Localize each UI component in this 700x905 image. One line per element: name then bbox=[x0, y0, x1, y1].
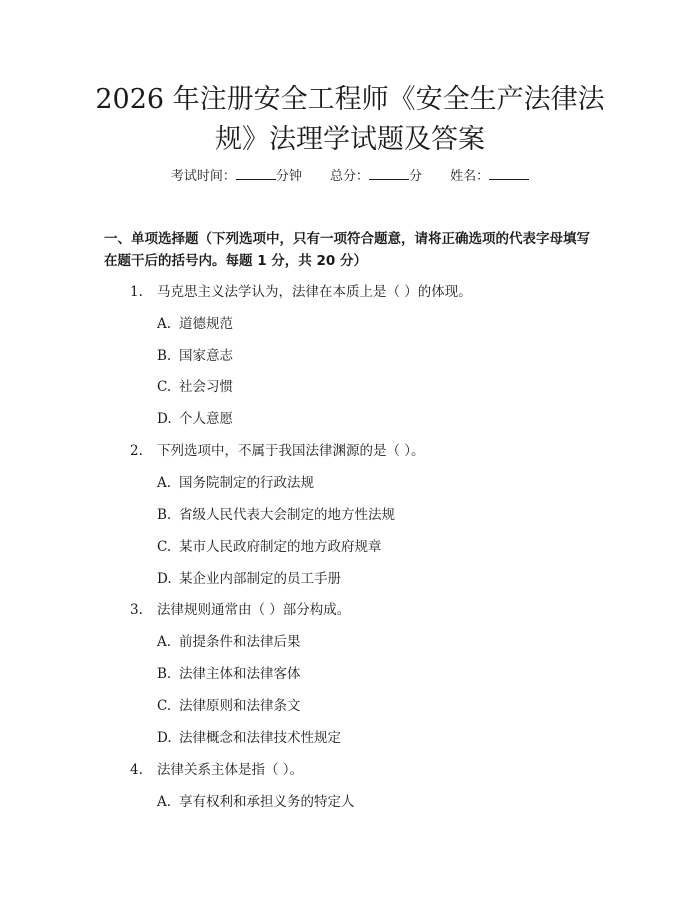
question-number: 1. bbox=[130, 284, 143, 300]
answer-option bbox=[157, 473, 314, 493]
question-stem bbox=[130, 282, 472, 302]
option-text: 享有权利和承担义务的特定人 bbox=[179, 794, 355, 810]
option-letter: A. bbox=[157, 316, 172, 332]
question-number: 2. bbox=[130, 443, 143, 459]
option-text: 社会习惯 bbox=[179, 379, 233, 395]
question-text: 法律规则通常由（ ）部分构成。 bbox=[157, 602, 351, 618]
document-title-line-2: 规》法理学试题及答案 bbox=[215, 124, 485, 155]
answer-option bbox=[157, 664, 301, 684]
option-letter: C. bbox=[157, 698, 172, 714]
answer-option bbox=[157, 346, 233, 366]
answer-option bbox=[157, 696, 301, 716]
name-field bbox=[450, 169, 529, 184]
option-letter: C. bbox=[157, 379, 172, 395]
answer-option bbox=[157, 505, 395, 525]
question-text: 下列选项中，不属于我国法律渊源的是（ ）。 bbox=[157, 443, 425, 459]
question-stem bbox=[130, 760, 303, 780]
total-score-blank[interactable] bbox=[369, 167, 409, 180]
total-score-unit: 分 bbox=[409, 169, 423, 184]
document-title bbox=[60, 80, 640, 160]
answer-option bbox=[157, 314, 233, 334]
answer-option bbox=[157, 632, 301, 652]
question-text: 法律关系主体是指（ ）。 bbox=[157, 762, 304, 778]
option-letter: D. bbox=[157, 730, 172, 746]
answer-option bbox=[157, 728, 341, 748]
exam-time-field bbox=[171, 169, 302, 184]
total-score-field bbox=[330, 169, 422, 184]
answer-option bbox=[157, 569, 341, 589]
answer-option bbox=[157, 377, 233, 397]
option-text: 某市人民政府制定的地方政府规章 bbox=[179, 539, 382, 555]
total-score-label: 总分： bbox=[329, 169, 369, 184]
exam-info-line bbox=[0, 166, 700, 188]
option-text: 国务院制定的行政法规 bbox=[179, 475, 314, 491]
option-letter: B. bbox=[157, 348, 172, 364]
option-text: 前提条件和法律后果 bbox=[179, 634, 301, 650]
exam-time-blank[interactable] bbox=[236, 167, 276, 180]
question-text: 马克思主义法学认为，法律在本质上是（ ）的体现。 bbox=[157, 284, 472, 300]
answer-option bbox=[157, 792, 355, 812]
option-letter: A. bbox=[157, 475, 172, 491]
question-stem bbox=[130, 600, 350, 620]
option-letter: B. bbox=[157, 666, 172, 682]
option-text: 法律主体和法律客体 bbox=[179, 666, 301, 682]
option-text: 法律概念和法律技术性规定 bbox=[179, 730, 341, 746]
option-text: 省级人民代表大会制定的地方性法规 bbox=[179, 507, 395, 523]
question-number: 4. bbox=[130, 762, 143, 778]
name-blank[interactable] bbox=[489, 167, 529, 180]
name-label: 姓名： bbox=[450, 169, 490, 184]
option-letter: A. bbox=[157, 634, 172, 650]
option-letter: D. bbox=[157, 411, 172, 427]
option-letter: B. bbox=[157, 507, 172, 523]
section-heading: 一、单项选择题（下列选项中，只有一项符合题意，请将正确选项的代表字母填写在题干后的括号内。每题 1 分，共 20 分） bbox=[104, 231, 590, 269]
answer-option bbox=[157, 537, 382, 557]
option-text: 某企业内部制定的员工手册 bbox=[179, 571, 341, 587]
answer-option bbox=[157, 409, 233, 429]
option-letter: D. bbox=[157, 571, 172, 587]
document-title-line-1: 2026 年注册安全工程师《安全生产法律法 bbox=[95, 84, 605, 115]
option-text: 道德规范 bbox=[179, 316, 233, 332]
option-text: 个人意愿 bbox=[179, 411, 233, 427]
exam-time-unit: 分钟 bbox=[275, 169, 302, 184]
option-text: 法律原则和法律条文 bbox=[179, 698, 301, 714]
question-number: 3. bbox=[130, 602, 143, 618]
exam-time-label: 考试时间： bbox=[170, 169, 236, 184]
option-letter: A. bbox=[157, 794, 172, 810]
option-letter: C. bbox=[157, 539, 172, 555]
question-stem bbox=[130, 441, 425, 461]
option-text: 国家意志 bbox=[179, 348, 233, 364]
